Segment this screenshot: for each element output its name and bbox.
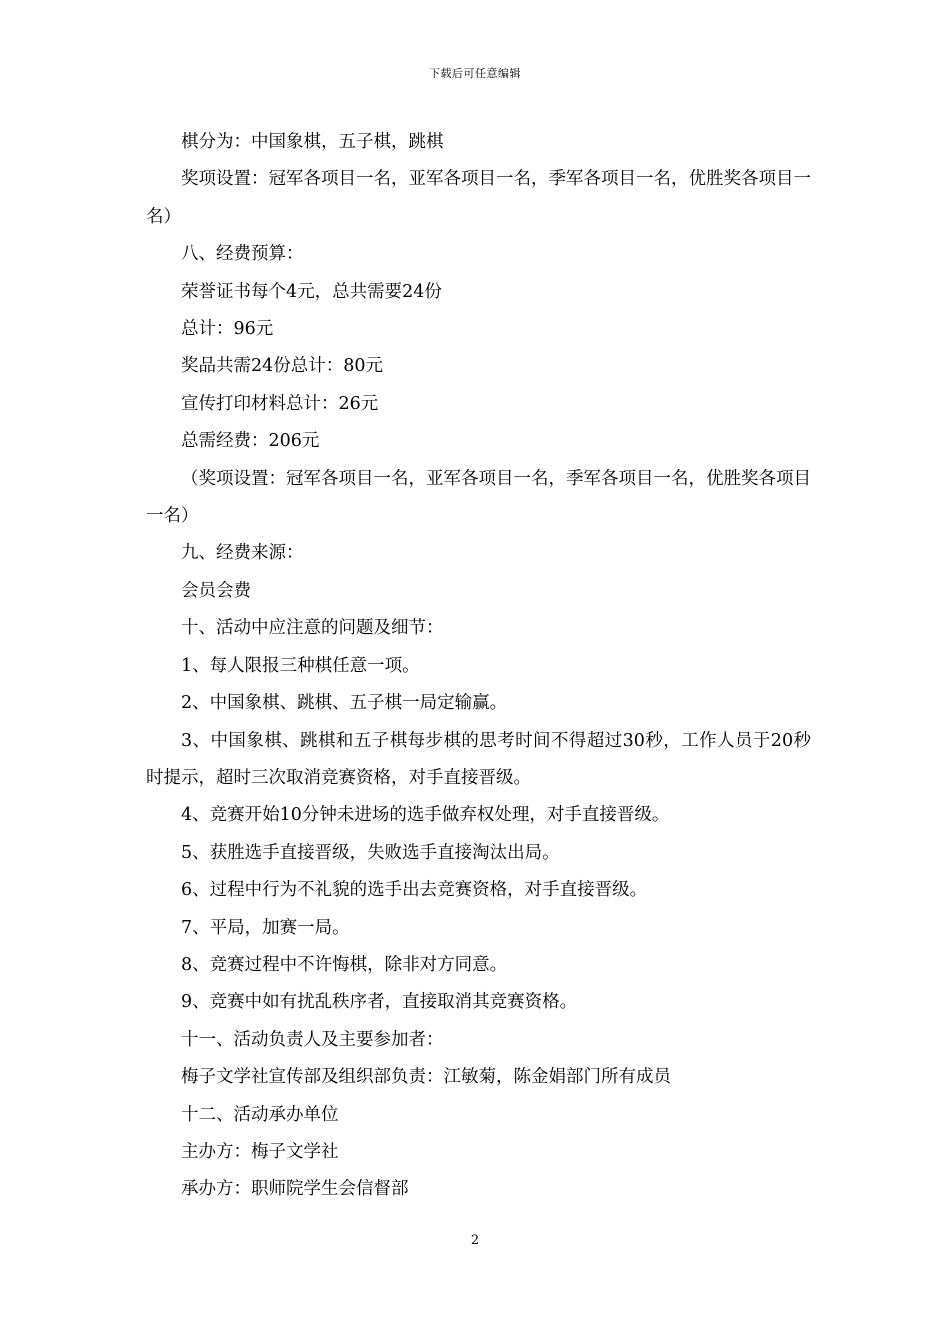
heading-budget: 八、经费预算： — [181, 244, 304, 265]
heading-funding-source: 九、经费来源： — [181, 543, 304, 564]
heading-hosts: 十二、活动承办单位 — [181, 1104, 339, 1125]
rule-item-2: 2、中国象棋、跳棋、五子棋一局定输赢。 — [181, 693, 508, 714]
paragraph-prizes: 奖品共需24份总计：80元 — [181, 356, 384, 377]
page-header: 下载后可任意编辑 — [429, 67, 521, 80]
rule-item-1: 1、每人限报三种棋任意一项。 — [181, 655, 420, 676]
rule-item-7: 7、平局，加赛一局。 — [181, 917, 350, 938]
paragraph-host: 主办方：梅子文学社 — [181, 1141, 339, 1162]
paragraph-membership-fees: 会员会费 — [181, 580, 251, 601]
paragraph-total-budget: 总需经费：206元 — [181, 431, 320, 452]
rule-item-4: 4、竞赛开始10分钟未进场的选手做弃权处理，对手直接晋级。 — [181, 805, 670, 826]
paragraph-printing: 宣传打印材料总计：26元 — [181, 393, 379, 414]
rule-item-3: 3、中国象棋、跳棋和五子棋每步棋的思考时间不得超过30秒，工作人员于20秒时提示，超时三次取消竞赛资格，对手直接晋级。 — [146, 730, 811, 788]
rule-item-6: 6、过程中行为不礼貌的选手出去竞赛资格，对手直接晋级。 — [181, 880, 648, 901]
rule-item-8: 8、竞赛过程中不许悔棋，除非对方同意。 — [181, 954, 508, 975]
page-number: 2 — [470, 1233, 480, 1248]
paragraph-co-host: 承办方：职师院学生会信督部 — [181, 1179, 409, 1200]
paragraph-award-settings-note: （奖项设置：冠军各项目一名，亚军各项目一名，季军各项目一名，优胜奖各项目一名） — [146, 468, 811, 527]
paragraph-chess-types: 棋分为：中国象棋，五子棋，跳棋 — [181, 132, 444, 152]
document-body — [146, 124, 811, 1209]
rule-item-5: 5、获胜选手直接晋级，失败选手直接淘汰出局。 — [181, 842, 560, 863]
paragraph-certificates: 荣誉证书每个4元，总共需要24份 — [181, 281, 442, 302]
heading-notes: 十、活动中应注意的问题及细节： — [181, 618, 444, 639]
paragraph-responsible: 梅子文学社宣传部及组织部负责：江敏菊，陈金娟部门所有成员 — [181, 1067, 671, 1088]
paragraph-award-settings: 奖项设置：冠军各项目一名，亚军各项目一名，季军各项目一名，优胜奖各项目一名） — [146, 169, 811, 227]
paragraph-total: 总计：96元 — [181, 319, 274, 340]
heading-organizers: 十一、活动负责人及主要参加者： — [181, 1029, 444, 1050]
rule-item-9: 9、竞赛中如有扰乱秩序者，直接取消其竞赛资格。 — [181, 992, 578, 1013]
